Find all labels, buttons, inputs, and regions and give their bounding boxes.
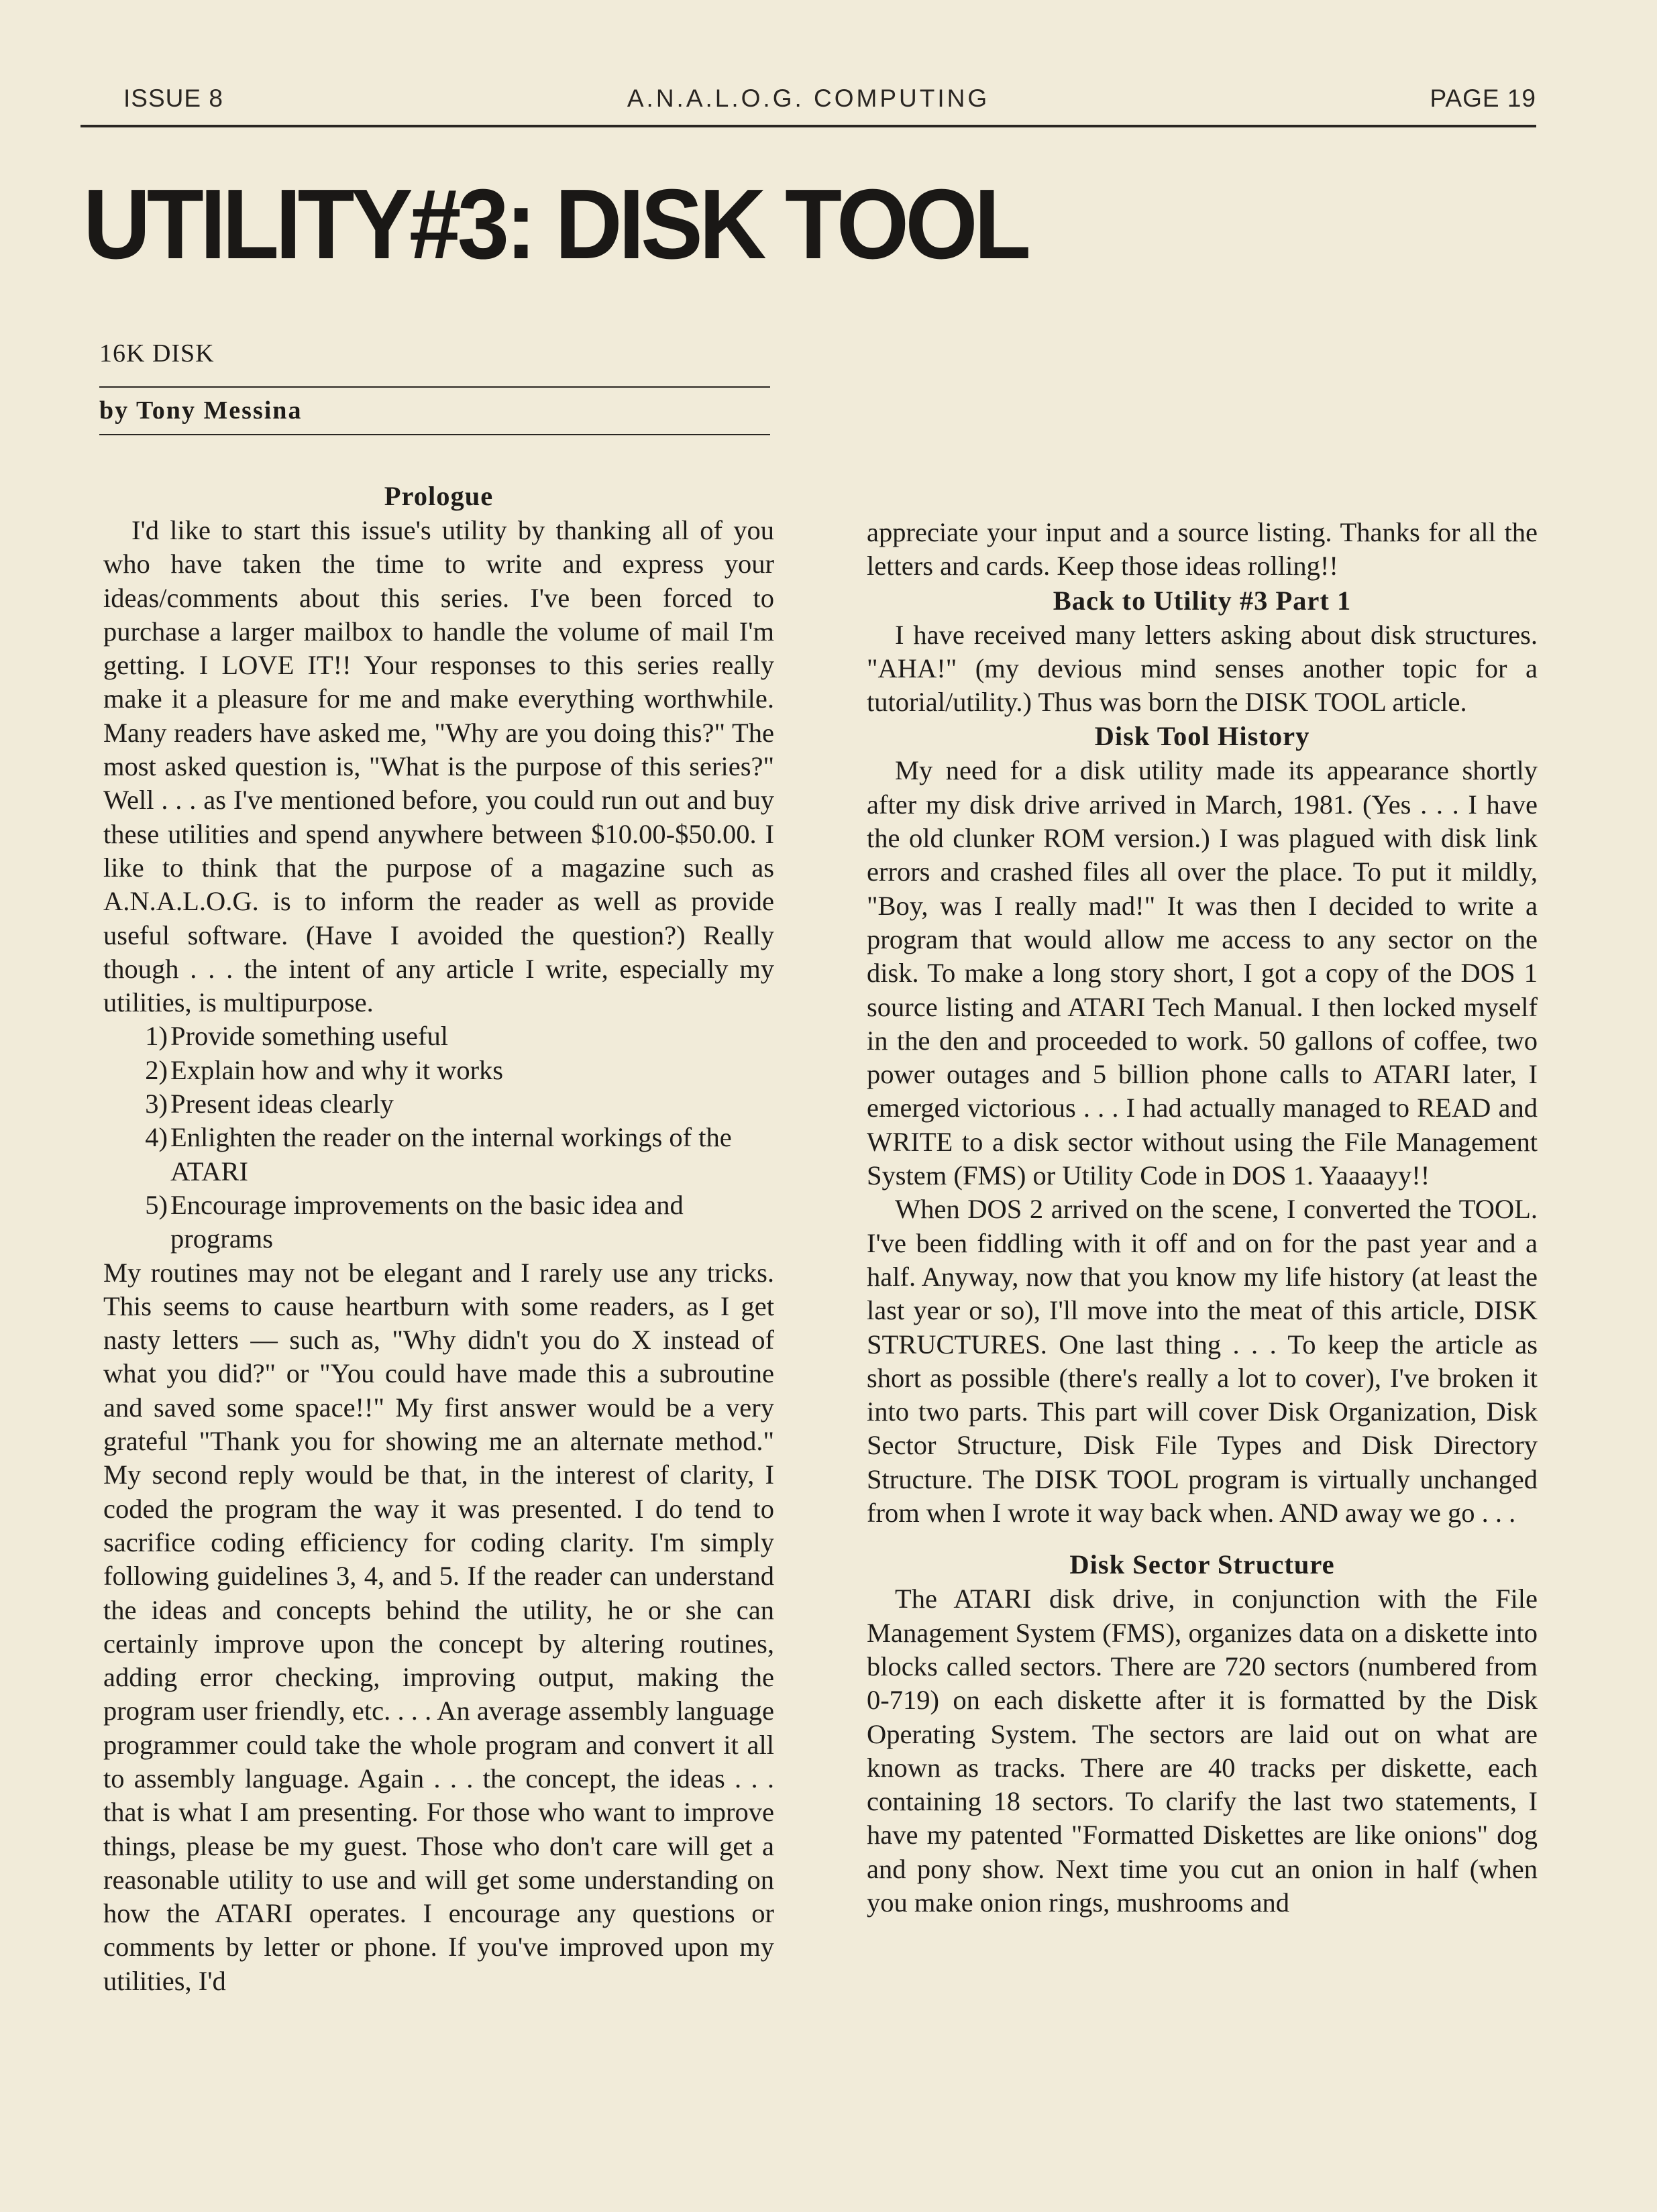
byline-divider: [99, 434, 770, 435]
body-paragraph: The ATARI disk drive, in conjunction with the File Management System (FMS), organizes data on a diskette into blocks called sectors. There are 720 sectors (numbered from 0-719) on each diskette after it is formatted by the Disk Operating System. The sectors are laid out on what are known as tracks. There are 40 tracks per diskette, each containing 18 sectors. To clarify the last two statements, I have my patented "Formatted Diskettes are like onions" dog and pony show. Next time you cut an onion in half (when you make onion rings, mushrooms and: [867, 1584, 1538, 1918]
subhead-divider: [99, 386, 770, 388]
body-paragraph: My need for a disk utility made its appearance shortly after my disk drive arrived in March, 1981. (Yes . . . I have the old clunker ROM version.) I was plagued with disk link errors and crashed files all over the place. To put it mildly, "Boy, was I really mad!" It was then I decided to write a program that would allow me access to any sector on the disk. To make a long story short, I got a copy of the DOS 1 source listing and ATARI Tech Manual. I then locked myself in the den and proceeded to work. 50 gallons of coffee, two power outages and 5 billion phone calls to ATARI later, I emerged victorious . . . I had actually managed to READ and WRITE to a disk sector without using the File Management System (FMS) or Utility Code in DOS 1. Yaaaayy!!: [867, 755, 1538, 1191]
magazine-name: A.N.A.L.O.G. COMPUTING: [627, 85, 990, 112]
list-text: Encourage improvements on the basic idea and programs: [170, 1189, 684, 1254]
right-column: [867, 516, 1538, 1920]
list-number: 4): [145, 1122, 168, 1153]
body-paragraph: When DOS 2 arrived on the scene, I converted the TOOL. I've been fiddling with it off and on for the past year and a half. Anyway, now that you know my life history (at least the last year or so), I'll move into the meat of this article, DISK STRUCTURES. One last thing . . . To keep the article as short as possible (there's really a lot to cover), I've broken it into two parts. This part will cover Disk Organization, Disk Sector Structure, Disk File Types and Disk Directory Structure. The DISK TOOL program is virtually unchanged from when I wrote it way back when. AND away we go . . .: [867, 1194, 1538, 1529]
body-paragraph-continued: appreciate your input and a source listing. Thanks for all the letters and cards. Keep those ideas rolling!!: [867, 517, 1538, 582]
header-divider: [81, 125, 1536, 127]
section-heading-prologue: Prologue: [384, 481, 494, 511]
list-item: [126, 1087, 774, 1121]
list-item: [126, 1121, 774, 1188]
list-text: Enlighten the reader on the internal workings of the ATARI: [170, 1122, 732, 1186]
left-column: [103, 479, 774, 1998]
list-item: [126, 1054, 774, 1087]
article-edition: 16K DISK: [99, 339, 215, 368]
list-item: [126, 1019, 774, 1053]
body-paragraph: I'd like to start this issue's utility by thanking all of you who have taken the time to write and express your ideas/comments about this series. I've been forced to purchase a larger mailbox to handle the volume of mail I'm getting. I LOVE IT!! Your responses to this series really make it a pleasure for me and make everything worthwhile. Many readers have asked me, "Why are you doing this?" The most asked question is, "What is the purpose of this series?" Well . . . as I've mentioned before, you could run out and buy these utilities and spend anywhere between $10.00-$50.00. I like to think that the purpose of a magazine such as A.N.A.L.O.G. is to inform the reader as well as provide useful software. (Have I avoided the question?) Really though . . . the intent of any article I write, especially my utilities, is multipurpose.: [103, 515, 774, 1018]
goals-list: [103, 1019, 774, 1256]
list-text: Explain how and why it works: [170, 1054, 504, 1085]
section-heading-disk-tool-history: Disk Tool History: [1094, 721, 1310, 752]
running-header: [81, 79, 1536, 126]
issue-number: ISSUE 8: [123, 85, 223, 112]
article-byline: by Tony Messina: [99, 396, 303, 425]
list-text: Present ideas clearly: [170, 1089, 394, 1119]
list-number: 3): [145, 1089, 168, 1119]
section-heading-back-to-utility: Back to Utility #3 Part 1: [1053, 585, 1352, 616]
body-paragraph: I have received many letters asking about disk structures. "AHA!" (my devious mind senses another topic for a tutorial/utility.) Thus was born the DISK TOOL article.: [867, 619, 1538, 718]
article-title: UTILITY#3: DISK TOOL: [83, 169, 1028, 280]
list-number: 2): [145, 1054, 168, 1085]
list-item: [126, 1188, 774, 1256]
body-paragraph: My routines may not be elegant and I rarely use any tricks. This seems to cause heartburn with some readers, as I get nasty letters — such as, "Why didn't you do X instead of what you did?" or "You could have made this a subroutine and saved some space!!" My first answer would be a very grateful "Thank you for showing me an alternate method." My second reply would be that, in the interest of clarity, I coded the program the way it was presented. I do tend to sacrifice coding efficiency for coding clarity. I'm simply following guidelines 3, 4, and 5. If the reader can understand the ideas and concepts behind the utility, he or she can certainly improve upon the concept by altering routines, adding error checking, improving output, making the program user friendly, etc. . . . An average assembly language programmer could take the whole program and convert it all to assembly language. Again . . . the concept, the ideas . . . that is what I am presenting. For those who want to improve things, please be my guest. Those who don't care will get a reasonable utility to use and will get some understanding on how the ATARI operates. I encourage any questions or comments by letter or phone. If you've improved upon my utilities, I'd: [103, 1257, 774, 1996]
list-number: 5): [145, 1189, 168, 1220]
list-text: Provide something useful: [170, 1021, 448, 1052]
page-number: PAGE 19: [1430, 85, 1536, 112]
section-heading-disk-sector-structure: Disk Sector Structure: [1069, 1549, 1335, 1580]
list-number: 1): [145, 1021, 168, 1052]
